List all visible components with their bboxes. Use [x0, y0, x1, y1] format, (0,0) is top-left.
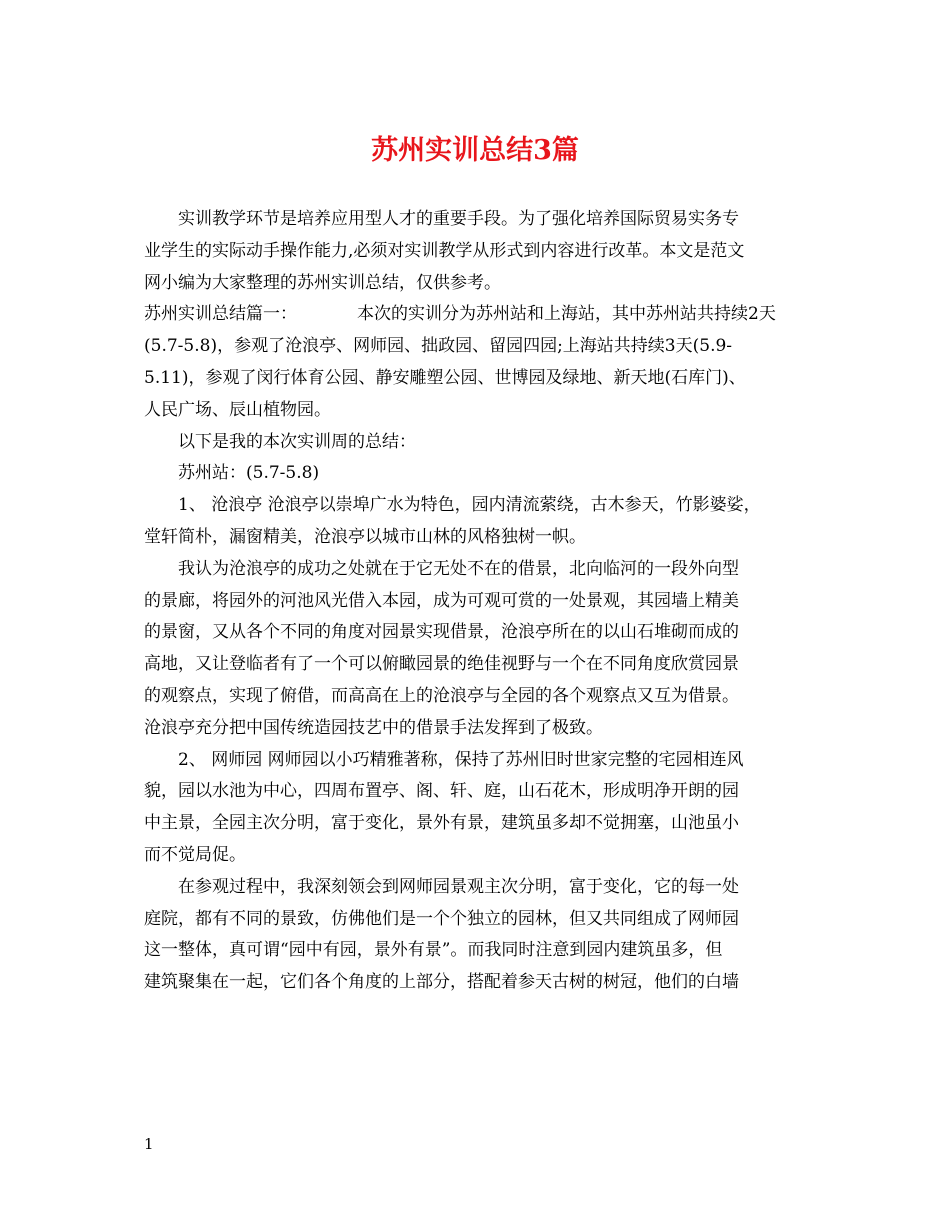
paragraph-line: 庭院，都有不同的景致，仿佛他们是一个个独立的园林，但又共同组成了网师园 — [144, 908, 739, 929]
paragraph-line: 而不觉局促。 — [144, 844, 246, 865]
paragraph-line: 建筑聚集在一起，它们各个角度的上部分，搭配着参天古树的树冠，他们的白墙 — [144, 972, 739, 993]
paragraph-line: 高地，又让登临者有了一个可以俯瞰园景的绝佳视野与一个在不同角度欣赏园景 — [144, 654, 739, 675]
section-heading: 苏州实训总结篇一： — [144, 304, 297, 325]
paragraph-line: 我认为沧浪亭的成功之处就在于它无处不在的借景，北向临河的一段外向型 — [178, 558, 739, 579]
paragraph-line: 2、 网师园 网师园以小巧精雅著称，保持了苏州旧时世家完整的宅园相连风 — [178, 749, 744, 770]
paragraph-line: 以下是我的本次实训周的总结： — [178, 431, 416, 452]
paragraph-line: 貌，园以水池为中心，四周布置亭、阁、轩、庭，山石花木，形成明净开朗的园 — [144, 781, 739, 802]
paragraph-line: 中主景，全园主次分明，富于变化，景外有景，建筑虽多却不觉拥塞，山池虽小 — [144, 813, 739, 834]
paragraph-line: 这一整体，真可谓“园中有园，景外有景”。而我同时注意到园内建筑虽多，但 — [144, 940, 723, 961]
paragraph-line: 的景窗，又从各个不同的角度对园景实现借景，沧浪亭所在的以山石堆砌而成的 — [144, 622, 739, 643]
paragraph-line: 的观察点，实现了俯借，而高高在上的沧浪亭与全园的各个观察点又互为借景。 — [144, 685, 739, 706]
document-body — [144, 204, 804, 999]
paragraph-line: 的景廊，将园外的河池风光借入本园，成为可观可赏的一处景观，其园墙上精美 — [144, 590, 739, 611]
document-title: 苏州实训总结3篇 — [371, 135, 579, 166]
paragraph-line: 在参观过程中，我深刻领会到网师园景观主次分明，富于变化，它的每一处 — [178, 876, 739, 897]
page-number: 1 — [144, 1135, 154, 1153]
paragraph-line: 人民广场、辰山植物园。 — [144, 399, 331, 420]
paragraph-line: 苏州站：(5.7-5.8) — [178, 463, 320, 484]
paragraph-line: 1、 沧浪亭 沧浪亭以崇埠广水为特色，园内清流萦绕，古木参天，竹影婆娑， — [178, 495, 761, 516]
paragraph-line: 实训教学环节是培养应用型人才的重要手段。为了强化培养国际贸易实务专 — [178, 209, 739, 229]
paragraph-line: 沧浪亭充分把中国传统造园技艺中的借景手法发挥到了极致。 — [144, 717, 603, 738]
paragraph-line-with-heading — [144, 299, 804, 331]
paragraph-line: 业学生的实际动手操作能力,必须对实训教学从形式到内容进行改革。本文是范文 — [144, 240, 745, 261]
paragraph-line: 堂轩简朴，漏窗精美，沧浪亭以城市山林的风格独树一帜。 — [144, 526, 586, 547]
paragraph-line: 5.11)，参观了闵行体育公园、静安雕塑公园、世博园及绿地、新天地(石库门)、 — [144, 367, 746, 388]
paragraph-line: (5.7-5.8)，参观了沧浪亭、网师园、拙政园、留园四园;上海站共持续3天(5.9- — [144, 336, 733, 357]
paragraph-line: 网小编为大家整理的苏州实训总结，仅供参考。 — [144, 272, 501, 293]
paragraph-text: 本次的实训分为苏州站和上海站，其中苏州站共持续2天 — [357, 304, 776, 325]
